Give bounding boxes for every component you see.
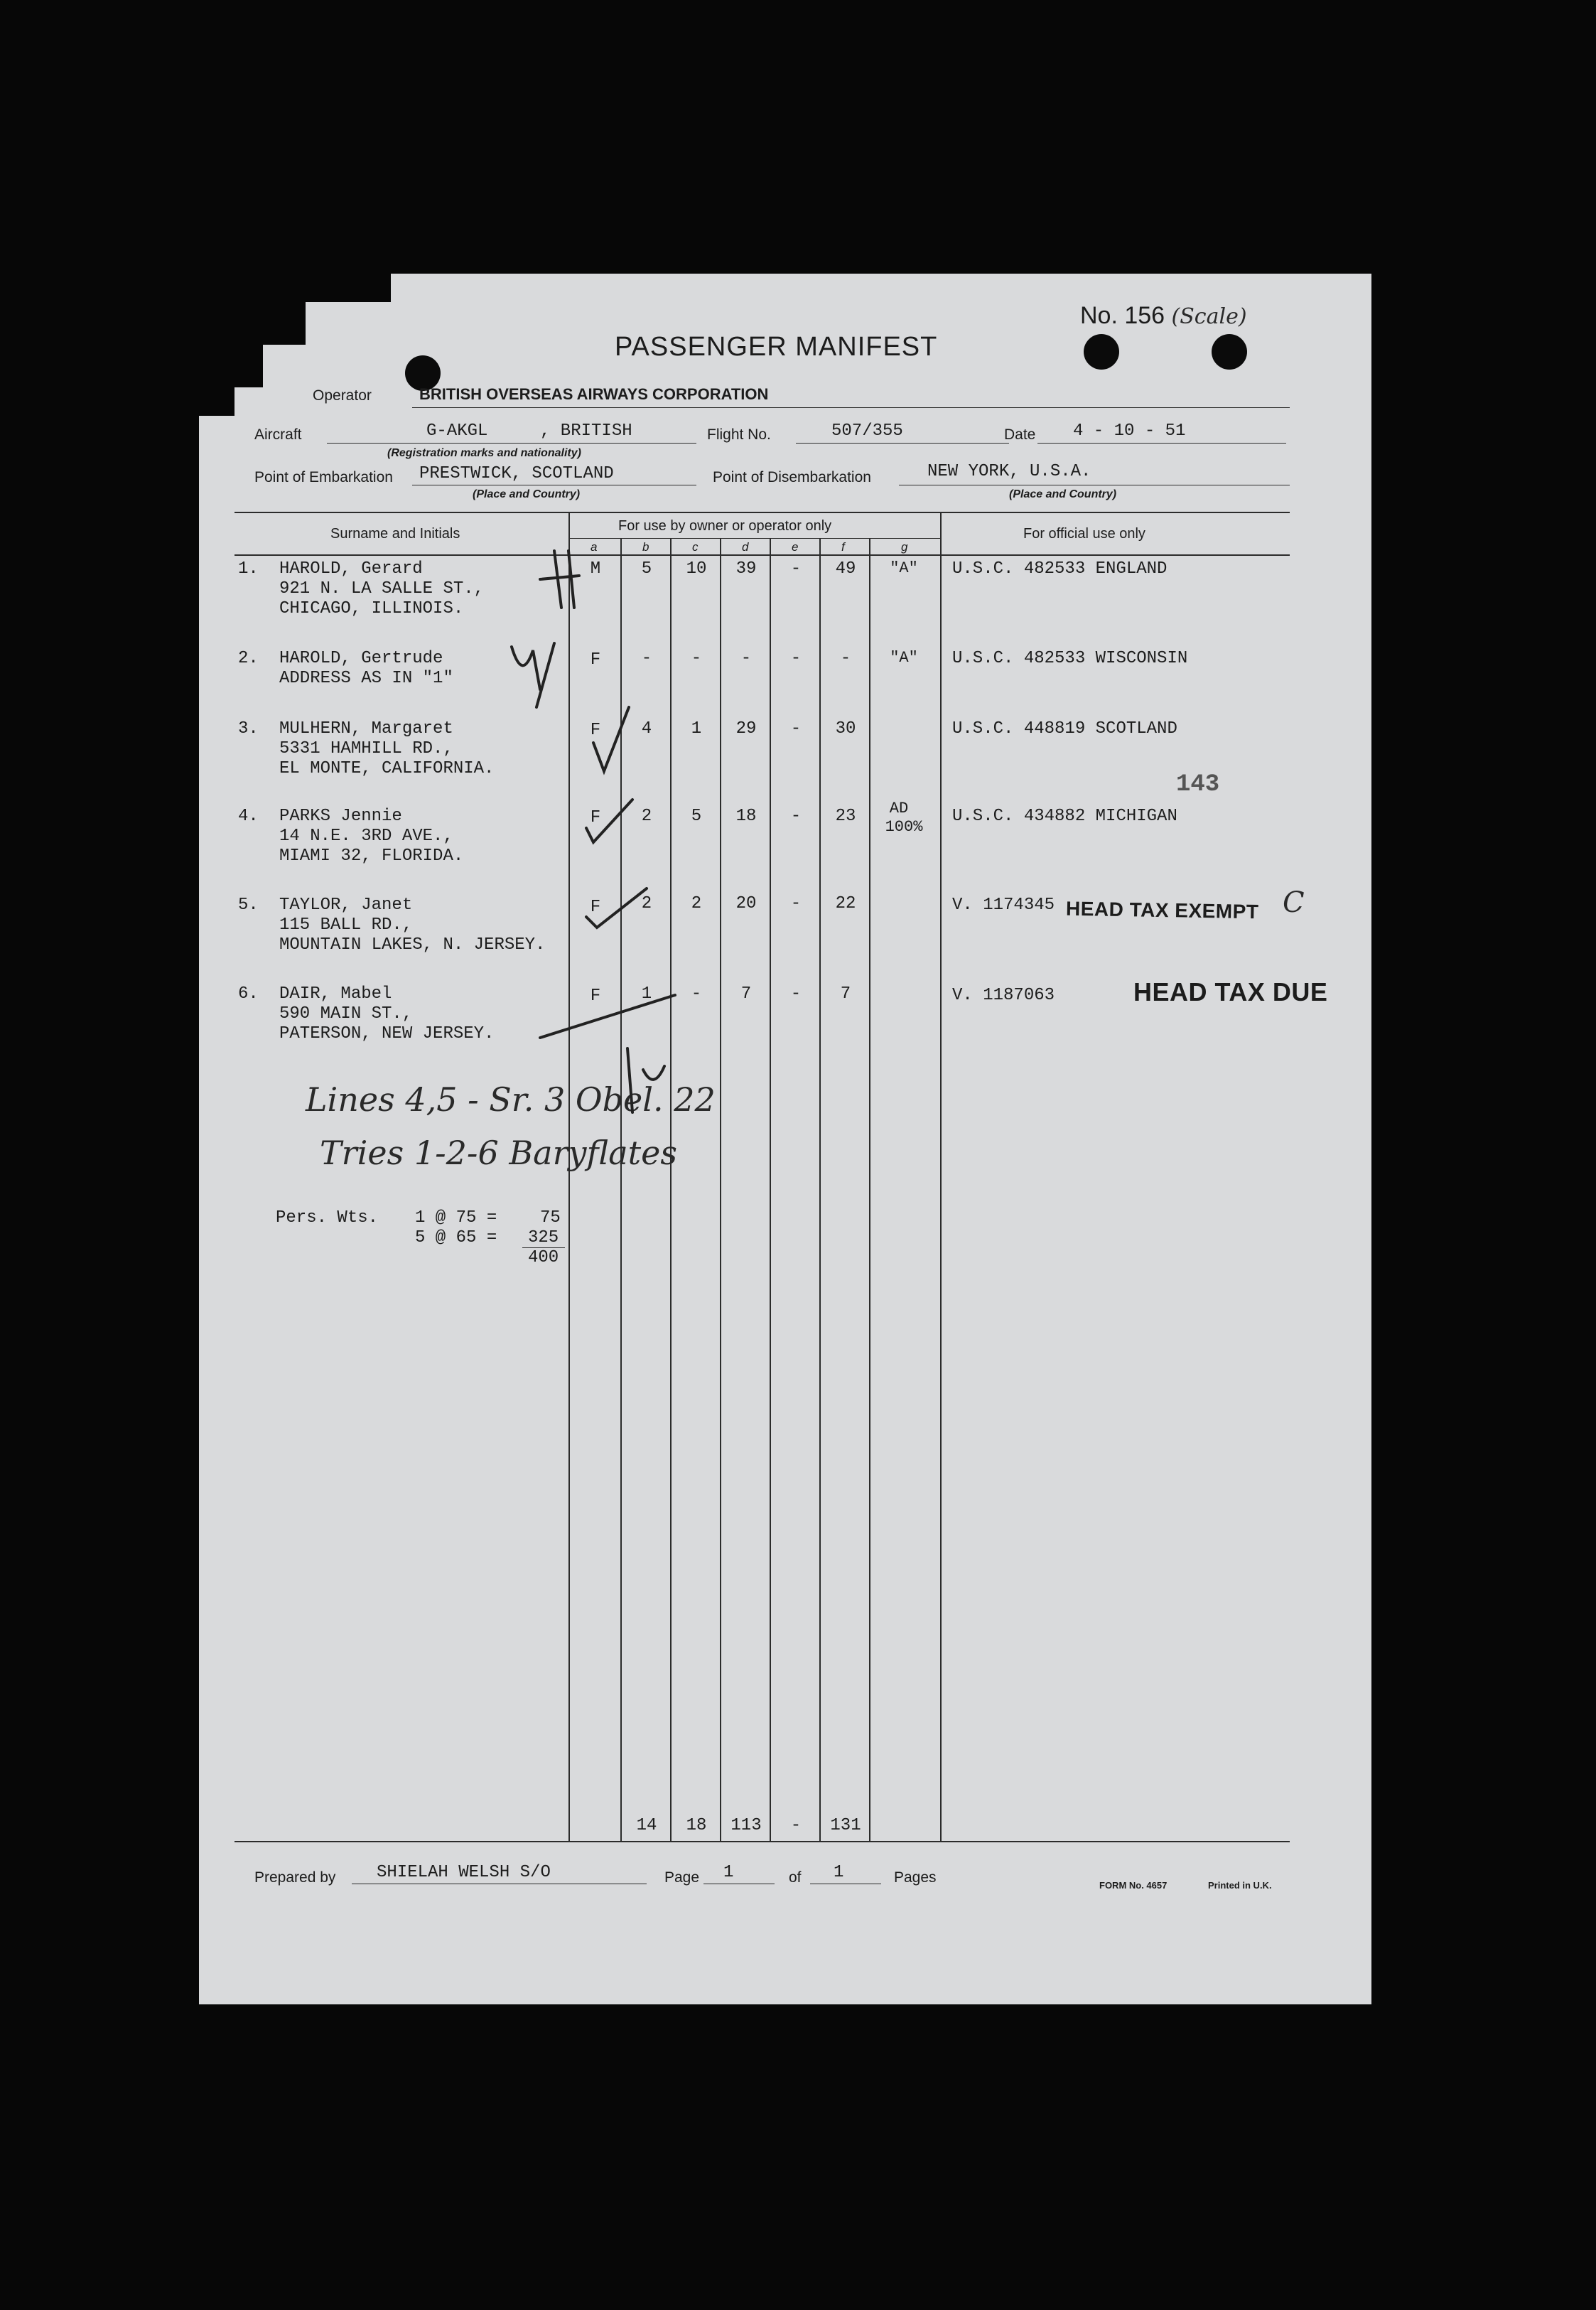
official-entry: U.S.C. 482533 ENGLAND [952,559,1168,579]
passenger-address: PATERSON, NEW JERSEY. [279,1024,495,1043]
cell-f: 23 [835,807,856,826]
cell-a: F [590,721,601,740]
cell-c: 5 [691,807,702,826]
cell-a: F [590,898,601,917]
aircraft-label: Aircraft [254,426,302,443]
total-c: 18 [686,1816,707,1835]
head-tax-exempt-stamp: HEAD TAX EXEMPT [1065,897,1259,923]
cell-g: "A" [890,559,918,577]
form-number-footer: FORM No. 4657 [1099,1880,1168,1891]
cell-b: 2 [641,894,652,913]
cell-e: - [790,649,802,668]
pen-marks [199,274,1371,2004]
head-tax-due-stamp: HEAD TAX DUE [1133,977,1328,1006]
page-value: 1 [723,1863,734,1882]
total-f: 131 [830,1816,861,1835]
flight-label: Flight No. [707,426,771,443]
weights-value: 325 [528,1228,559,1247]
cell-a: F [590,987,601,1006]
col-letter-d: d [742,540,749,554]
date-label: Date [1004,426,1036,443]
weights-value: 75 [540,1208,561,1227]
passenger-address: MIAMI 32, FLORIDA. [279,847,464,866]
exempt-mark: C [1283,886,1305,919]
official-entry: U.S.C. 448819 SCOTLAND [952,719,1177,738]
passenger-address: CHICAGO, ILLINOIS. [279,599,464,618]
cell-b: - [641,649,652,668]
prepared-by-label: Prepared by [254,1869,336,1886]
passenger-name: DAIR, Mabel [279,984,392,1004]
passenger-address: 5331 HAMHILL RD., [279,739,453,758]
weights-total: 400 [528,1248,559,1267]
col-letter-b: b [642,540,649,554]
cell-d: - [740,649,752,668]
total-d: 113 [730,1816,762,1835]
form-title: PASSENGER MANIFEST [615,332,938,362]
embark-note: (Place and Country) [473,488,581,500]
of-label: of [789,1869,802,1886]
cell-f: 7 [840,984,851,1004]
passenger-name: PARKS Jennie [279,807,402,826]
weights-line: 1 @ 75 = [415,1208,497,1227]
disembark-note: (Place and Country) [1009,488,1117,500]
cell-f: 49 [835,559,856,579]
passenger-name: HAROLD, Gertrude [279,649,443,668]
passenger-address: 14 N.E. 3RD AVE., [279,827,453,846]
printed-in-uk: Printed in U.K. [1208,1880,1272,1891]
passenger-name: TAYLOR, Janet [279,896,413,915]
cell-c: 1 [691,719,702,738]
page-count-stamp: 143 [1176,771,1220,798]
cell-a: F [590,808,601,827]
cell-c: 2 [691,894,702,913]
total-e: - [790,1816,802,1835]
row-number: 6. [238,984,259,1004]
cell-e: - [790,807,802,826]
col-letter-e: e [792,540,799,554]
passenger-name: MULHERN, Margaret [279,719,453,738]
disembark-value: NEW YORK, U.S.A. [927,462,1091,481]
prepared-by-value: SHIELAH WELSH S/O [377,1863,551,1882]
operator-value: BRITISH OVERSEAS AIRWAYS CORPORATION [419,385,769,403]
passenger-address: 115 BALL RD., [279,915,413,935]
cell-f: - [840,649,851,668]
col-letter-f: f [841,540,845,554]
weights-line: 5 @ 65 = [415,1228,497,1247]
official-entry: U.S.C. 482533 WISCONSIN [952,649,1188,668]
passenger-address: 590 MAIN ST., [279,1004,413,1024]
cell-b: 4 [641,719,652,738]
row-number: 3. [238,719,259,738]
cell-g-percent: 100% [885,818,923,836]
cell-b: 1 [641,984,652,1004]
cell-e: - [790,894,802,913]
embark-label: Point of Embarkation [254,469,393,485]
of-value: 1 [834,1863,844,1882]
disembark-label: Point of Disembarkation [713,469,871,485]
aircraft-nationality: , BRITISH [540,421,632,441]
passenger-address: 921 N. LA SALLE ST., [279,579,485,598]
embark-value: PRESTWICK, SCOTLAND [419,464,614,483]
owner-use-header: For use by owner or operator only [618,518,832,534]
cell-a: M [590,559,601,579]
official-use-header: For official use only [1023,526,1145,542]
row-number: 4. [238,807,259,826]
cell-d: 7 [740,984,752,1004]
cell-b: 2 [641,807,652,826]
handwritten-note: Tries 1-2-6 Baryflates [320,1134,677,1172]
cell-e: - [790,559,802,579]
row-number: 2. [238,649,259,668]
col-letter-c: c [692,540,699,554]
aircraft-note: (Registration marks and nationality) [387,447,581,459]
row-number: 1. [238,559,259,579]
cell-e: - [790,984,802,1004]
passenger-address: MOUNTAIN LAKES, N. JERSEY. [279,935,546,955]
cell-d: 20 [735,894,757,913]
cell-f: 30 [835,719,856,738]
date-value: 4 - 10 - 51 [1073,421,1186,441]
handwritten-note: Lines 4,5 - Sr. 3 Obel. 22 [306,1080,716,1119]
cell-d: 29 [735,719,757,738]
cell-c: - [691,649,702,668]
col-letter-a: a [591,540,598,554]
cell-d: 39 [735,559,757,579]
aircraft-reg: G-AKGL [426,421,488,441]
cell-c: - [691,984,702,1004]
passenger-address: EL MONTE, CALIFORNIA. [279,759,495,778]
manifest-sheet [199,274,1371,2004]
surname-header: Surname and Initials [330,526,460,542]
page-label: Page [664,1869,700,1886]
cell-e: - [790,719,802,738]
pages-label: Pages [894,1869,937,1886]
flight-value: 507/355 [831,421,903,441]
cell-a: F [590,650,601,670]
row-number: 5. [238,896,259,915]
total-b: 14 [636,1816,657,1835]
cell-d: 18 [735,807,757,826]
cell-c: 10 [686,559,707,579]
operator-label: Operator [313,387,372,404]
cell-g: AD [889,800,909,817]
official-entry: V. 1174345 [952,896,1055,915]
official-entry: V. 1187063 [952,986,1055,1005]
weights-label: Pers. Wts. [276,1208,379,1227]
passenger-address: ADDRESS AS IN "1" [279,669,453,688]
cell-f: 22 [835,894,856,913]
cell-g: "A" [890,649,918,667]
passenger-name: HAROLD, Gerard [279,559,423,579]
form-number: No. 156 (Scale) [1080,302,1247,329]
col-letter-g: g [901,540,908,554]
official-entry: U.S.C. 434882 MICHIGAN [952,807,1177,826]
cell-b: 5 [641,559,652,579]
